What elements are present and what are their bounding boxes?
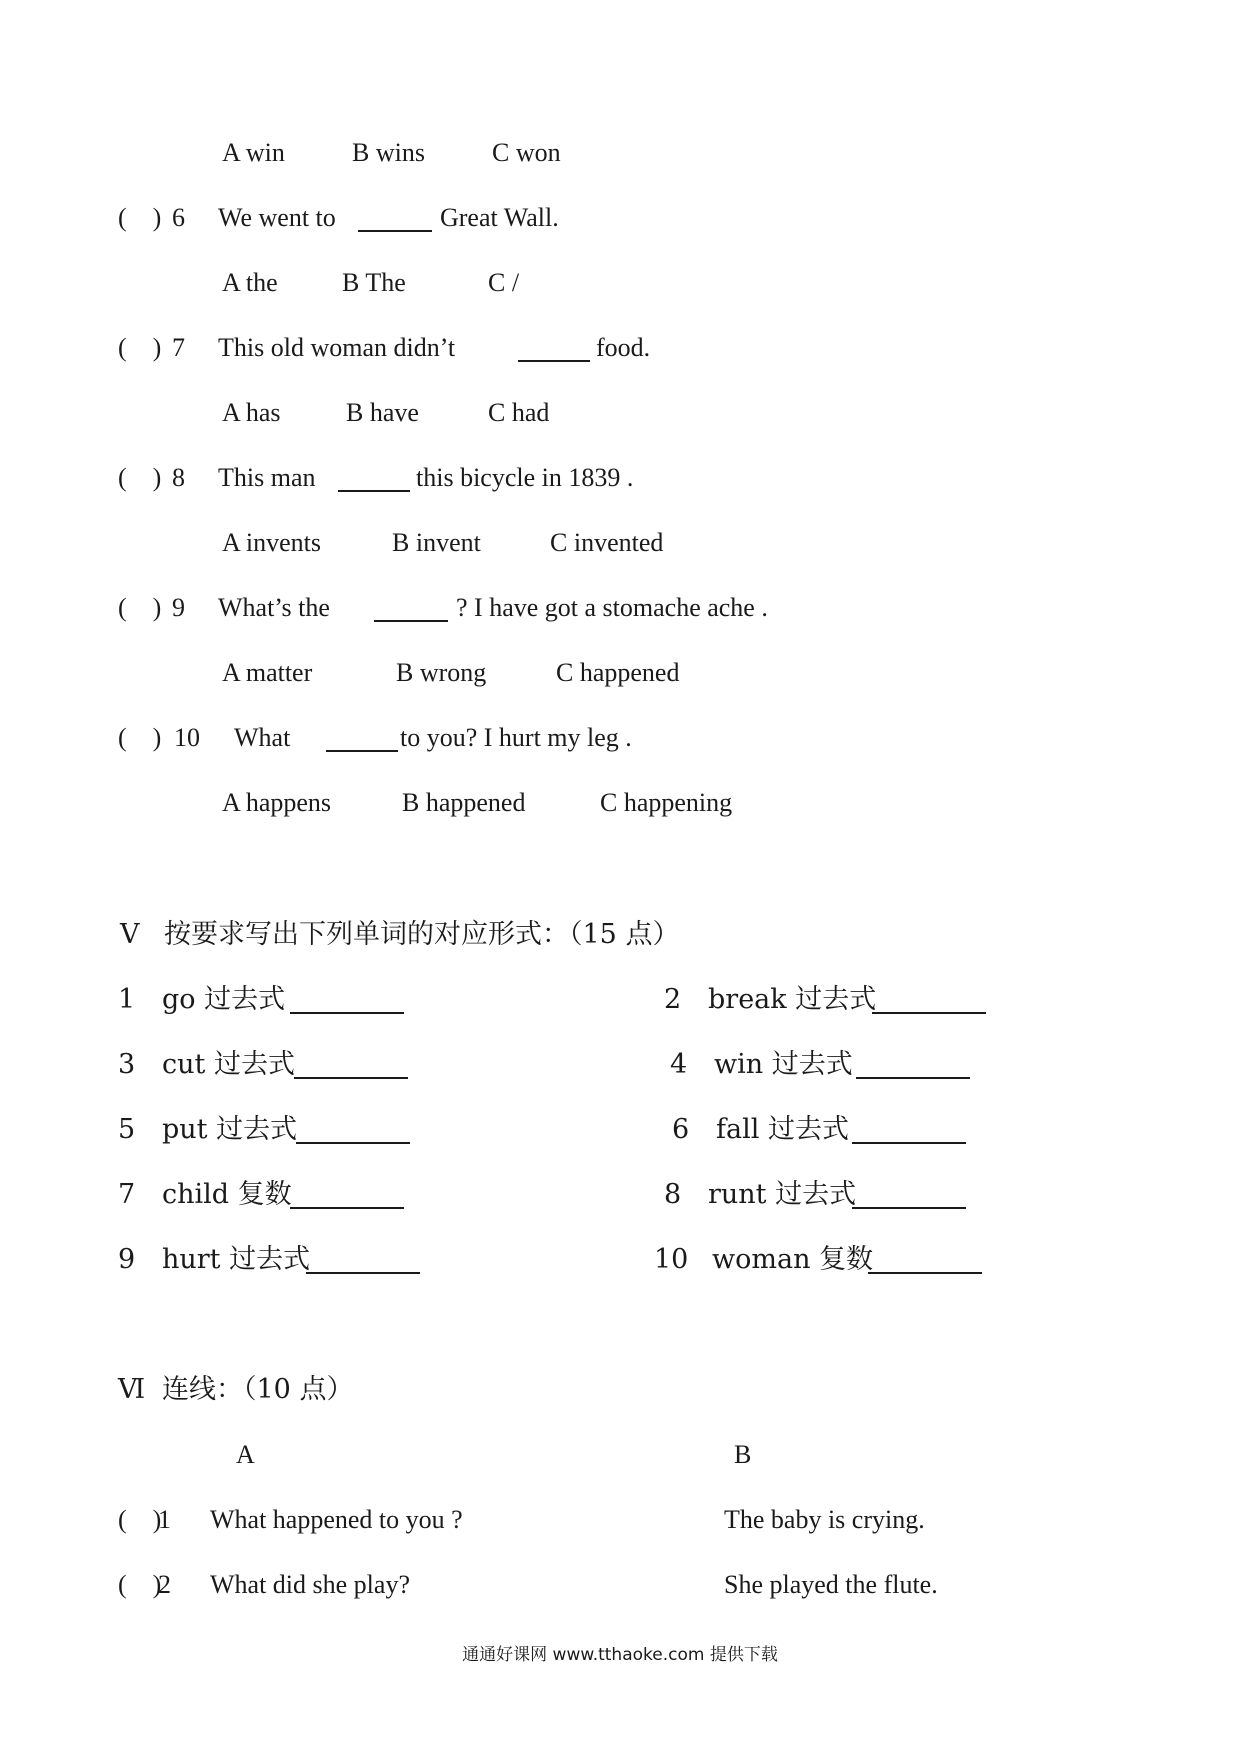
question-number: 6 [172, 203, 185, 232]
item-word: woman 复数 [712, 1244, 874, 1275]
item-number: 6 [672, 1114, 690, 1145]
question-text-before: We went to [218, 203, 336, 232]
option: C happening [600, 788, 733, 817]
option: A happens [222, 788, 332, 817]
item-number: 5 [118, 1114, 136, 1145]
answer-paren: ( ) [118, 463, 162, 492]
question-text-before: What’s the [218, 593, 330, 622]
item-word: break 过去式 [708, 984, 877, 1015]
item-number: 3 [118, 1049, 136, 1080]
option: B The [342, 268, 406, 297]
row-number: 2 [158, 1570, 171, 1599]
option: A has [222, 398, 281, 427]
answer-blank[interactable] [290, 990, 404, 1014]
row-number: 1 [158, 1505, 171, 1534]
question-text-after: Great Wall. [440, 203, 559, 232]
section-numeral: Ⅴ [120, 919, 140, 950]
answer-blank[interactable] [518, 338, 590, 362]
item-word: child 复数 [162, 1179, 292, 1210]
answer-blank[interactable] [296, 1120, 410, 1144]
item-word: win 过去式 [714, 1049, 853, 1080]
answer-blank[interactable] [294, 1055, 408, 1079]
option: B have [346, 398, 419, 427]
option: C had [488, 398, 550, 427]
matching-question: What happened to you ? [210, 1505, 463, 1534]
option: B happened [402, 788, 526, 817]
answer-paren: ( ) [118, 203, 162, 232]
answer-blank[interactable] [852, 1185, 966, 1209]
question-number: 7 [172, 333, 185, 362]
item-number: 9 [118, 1244, 136, 1275]
option: A win [222, 138, 285, 167]
question-text-after: to you? I hurt my leg . [400, 723, 632, 752]
item-number: 1 [118, 984, 136, 1015]
question-text-before: This old woman didn’t [218, 333, 456, 362]
answer-paren: ( ) [118, 333, 162, 362]
item-number: 8 [664, 1179, 682, 1210]
answer-blank[interactable] [306, 1250, 420, 1274]
option: B invent [392, 528, 481, 557]
option: C invented [550, 528, 664, 557]
item-word: fall 过去式 [716, 1114, 849, 1145]
answer-blank[interactable] [290, 1185, 404, 1209]
section-title: 按要求写出下列单词的对应形式：（15 点） [164, 919, 680, 950]
item-word: cut 过去式 [162, 1049, 295, 1080]
answer-blank[interactable] [868, 1250, 982, 1274]
option: A matter [222, 658, 313, 687]
question-text-after: food. [596, 333, 651, 362]
question-number: 9 [172, 593, 185, 622]
question-text-after: this bicycle in 1839 . [416, 463, 634, 492]
answer-blank[interactable] [856, 1055, 970, 1079]
item-number: 2 [664, 984, 682, 1015]
answer-blank[interactable] [358, 208, 432, 232]
column-b-header: B [734, 1440, 752, 1469]
answer-blank[interactable] [338, 468, 410, 492]
answer-paren: ( ) [118, 1505, 162, 1534]
option: C / [488, 268, 520, 297]
answer-paren: ( ) [118, 723, 162, 752]
item-word: go 过去式 [162, 984, 286, 1015]
option: B wins [352, 138, 425, 167]
item-word: hurt 过去式 [162, 1244, 311, 1275]
matching-question: What did she play? [210, 1570, 410, 1599]
question-text-before: What [234, 723, 291, 752]
item-word: runt 过去式 [708, 1179, 857, 1210]
section-title: 连线：（10 点） [162, 1374, 354, 1405]
option: A the [222, 268, 278, 297]
answer-blank[interactable] [374, 598, 448, 622]
option: A invents [222, 528, 321, 557]
section-numeral: Ⅵ [118, 1374, 146, 1405]
answer-blank[interactable] [872, 990, 986, 1014]
item-number: 10 [654, 1244, 689, 1275]
matching-answer: The baby is crying. [724, 1505, 925, 1534]
answer-blank[interactable] [326, 728, 398, 752]
question-number: 10 [174, 723, 200, 752]
item-number: 4 [670, 1049, 688, 1080]
item-word: put 过去式 [162, 1114, 298, 1145]
matching-answer: She played the flute. [724, 1570, 938, 1599]
column-a-header: A [236, 1440, 255, 1469]
answer-paren: ( ) [118, 1570, 162, 1599]
item-number: 7 [118, 1179, 136, 1210]
question-text-after: ? I have got a stomache ache . [456, 593, 768, 622]
option: C happened [556, 658, 680, 687]
option: B wrong [396, 658, 487, 687]
question-text-before: This man [218, 463, 316, 492]
page-footer: 通通好课网 www.tthaoke.com 提供下载 [462, 1645, 778, 1665]
answer-paren: ( ) [118, 593, 162, 622]
question-number: 8 [172, 463, 185, 492]
option: C won [492, 138, 561, 167]
answer-blank[interactable] [852, 1120, 966, 1144]
